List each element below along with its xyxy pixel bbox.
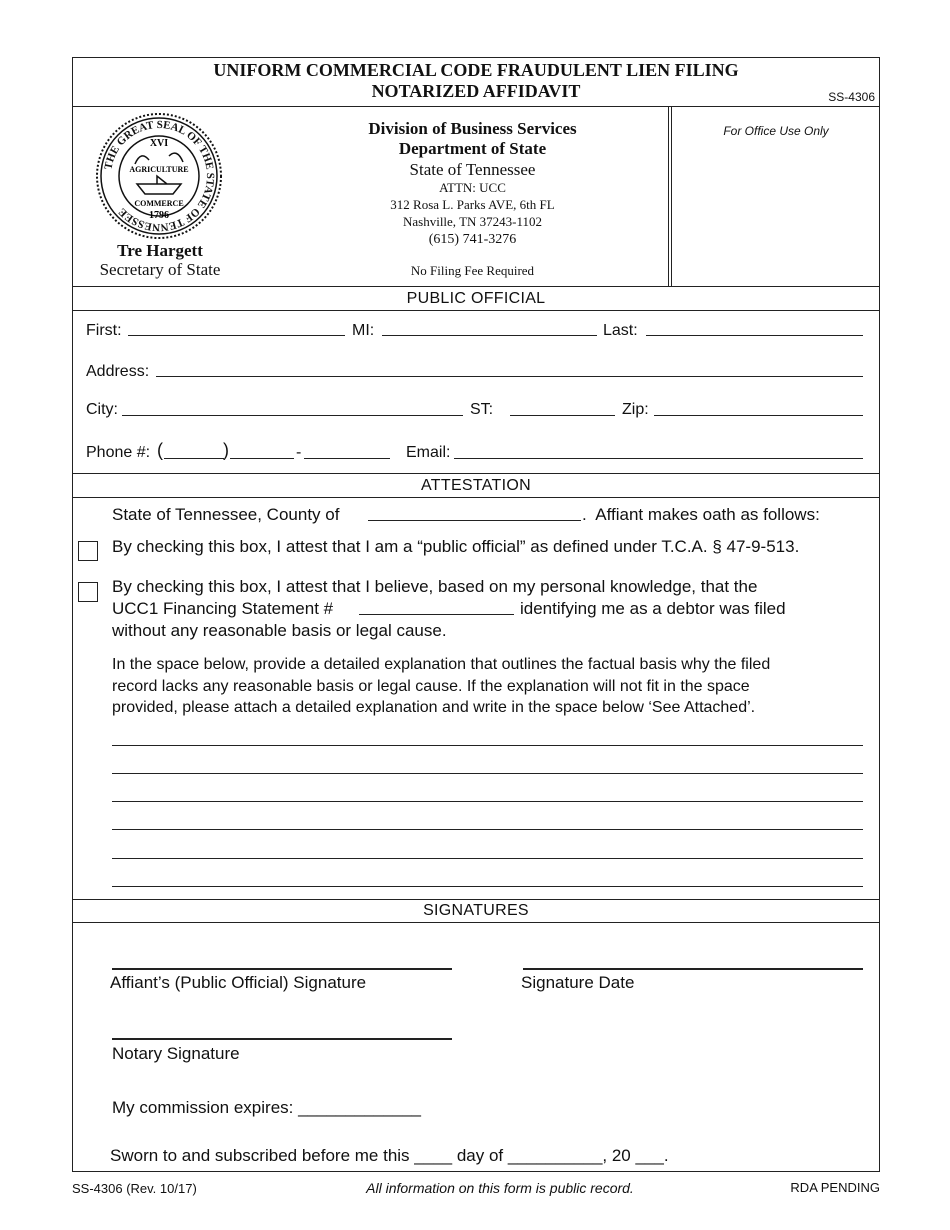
email-field[interactable] bbox=[454, 458, 863, 459]
office-use-divider bbox=[668, 106, 669, 286]
explanation-line[interactable] bbox=[112, 773, 863, 774]
section-attestation: ATTESTATION bbox=[421, 477, 531, 494]
footer-revision: SS-4306 (Rev. 10/17) bbox=[72, 1181, 197, 1196]
st-label: ST: bbox=[470, 401, 494, 418]
divider bbox=[72, 497, 880, 498]
agency-department: Department of State bbox=[398, 139, 547, 158]
sworn-statement[interactable]: Sworn to and subscribed before me this ____ day of __________, 20 ___. bbox=[110, 1146, 669, 1165]
phone-open-paren: ( bbox=[157, 440, 163, 460]
agency-address1: 312 Rosa L. Parks AVE, 6th FL bbox=[390, 197, 555, 212]
phone-dash: - bbox=[296, 444, 302, 461]
last-label: Last: bbox=[603, 322, 638, 339]
fee-note: No Filing Fee Required bbox=[410, 263, 535, 278]
seal-agriculture: AGRICULTURE bbox=[129, 165, 189, 174]
divider bbox=[72, 286, 880, 287]
notary-signature-field[interactable] bbox=[112, 1038, 452, 1040]
explain-line1: In the space below, provide a detailed explanation that outlines the factual basis why the filed bbox=[112, 656, 771, 673]
phone-line-field[interactable] bbox=[304, 458, 390, 459]
explanation-line[interactable] bbox=[112, 801, 863, 802]
county-field[interactable] bbox=[368, 520, 581, 521]
divider bbox=[72, 899, 880, 900]
form-number: SS-4306 bbox=[828, 90, 875, 104]
footer-public-record: All information on this form is public record. bbox=[366, 1180, 634, 1196]
phone-label: Phone #: bbox=[86, 444, 151, 461]
last-field[interactable] bbox=[646, 335, 863, 336]
agency-block bbox=[320, 119, 625, 249]
financing-statement-field[interactable] bbox=[359, 614, 514, 615]
explanation-line[interactable] bbox=[112, 886, 863, 887]
phone-prefix-field[interactable] bbox=[230, 458, 294, 459]
mi-label: MI: bbox=[352, 322, 375, 339]
seal-commerce: COMMERCE bbox=[134, 199, 184, 208]
address-label: Address: bbox=[86, 363, 150, 380]
footer-rda: RDA PENDING bbox=[790, 1180, 880, 1195]
check2-line2a: UCC1 Financing Statement # bbox=[112, 599, 334, 618]
explanation-line[interactable] bbox=[112, 745, 863, 746]
explain-line3: provided, please attach a detailed explanation and write in the space below ‘See Attached’. bbox=[112, 699, 756, 716]
seal-year: 1796 bbox=[149, 210, 169, 221]
check2-line3: without any reasonable basis or legal cause. bbox=[112, 621, 447, 640]
zip-label: Zip: bbox=[622, 401, 649, 418]
email-label: Email: bbox=[406, 444, 451, 461]
official-name: Tre Hargett bbox=[117, 241, 203, 260]
check1-text: By checking this box, I attest that I am a “public official” as defined under T.C.A. § 47-9-513. bbox=[112, 537, 800, 556]
county-suffix: . Affiant makes oath as follows: bbox=[582, 505, 820, 524]
affiant-signature-field[interactable] bbox=[112, 968, 452, 970]
state-seal-icon bbox=[95, 112, 223, 240]
phone-close-paren: ) bbox=[223, 440, 229, 460]
county-prefix: State of Tennessee, County of bbox=[112, 505, 340, 524]
explain-line2: record lacks any reasonable basis or legal cause. If the explanation will not fit in the space bbox=[112, 677, 750, 695]
explanation-line[interactable] bbox=[112, 829, 863, 830]
signature-date-label: Signature Date bbox=[521, 973, 635, 992]
section-signatures: SIGNATURES bbox=[423, 902, 529, 919]
city-label: City: bbox=[86, 401, 118, 418]
zip-field[interactable] bbox=[654, 415, 863, 416]
address-field[interactable] bbox=[156, 376, 863, 377]
explanation-line[interactable] bbox=[112, 858, 863, 859]
st-field[interactable] bbox=[510, 415, 615, 416]
agency-address2: Nashville, TN 37243-1102 bbox=[402, 214, 542, 229]
explanation-instructions bbox=[112, 654, 770, 719]
first-field[interactable] bbox=[128, 335, 345, 336]
commission-expires[interactable]: My commission expires: _____________ bbox=[112, 1098, 422, 1117]
form-title-line2: NOTARIZED AFFIDAVIT bbox=[371, 81, 581, 101]
divider bbox=[72, 310, 880, 311]
agency-attn: ATTN: UCC bbox=[439, 180, 506, 195]
affiant-signature-label: Affiant’s (Public Official) Signature bbox=[110, 973, 367, 992]
seal-roman: XVI bbox=[149, 138, 169, 149]
city-field[interactable] bbox=[122, 415, 463, 416]
divider bbox=[72, 922, 880, 923]
agency-state: State of Tennessee bbox=[409, 160, 536, 179]
section-public-official: PUBLIC OFFICIAL bbox=[406, 290, 546, 307]
no-basis-checkbox[interactable] bbox=[78, 582, 98, 602]
check2-line1: By checking this box, I attest that I believe, based on my personal knowledge, that the bbox=[112, 577, 758, 596]
check2-line2b: identifying me as a debtor was filed bbox=[520, 599, 786, 618]
official-title: Secretary of State bbox=[99, 260, 221, 279]
phone-area-field[interactable] bbox=[164, 458, 224, 459]
agency-phone: (615) 741-3276 bbox=[428, 232, 517, 247]
seal-ring-text: THE GREAT SEAL OF THE STATE OF TENNESSEE bbox=[102, 118, 217, 234]
form-title bbox=[72, 60, 880, 102]
agency-division: Division of Business Services bbox=[368, 119, 577, 138]
mi-field[interactable] bbox=[382, 335, 597, 336]
first-label: First: bbox=[86, 322, 122, 339]
signature-date-field[interactable] bbox=[523, 968, 863, 970]
divider bbox=[72, 106, 880, 107]
form-title-line1: UNIFORM COMMERCIAL CODE FRAUDULENT LIEN FILING bbox=[213, 60, 739, 80]
notary-signature-label: Notary Signature bbox=[112, 1044, 240, 1063]
public-official-checkbox[interactable] bbox=[78, 541, 98, 561]
office-use-label: For Office Use Only bbox=[723, 124, 829, 138]
divider bbox=[72, 473, 880, 474]
